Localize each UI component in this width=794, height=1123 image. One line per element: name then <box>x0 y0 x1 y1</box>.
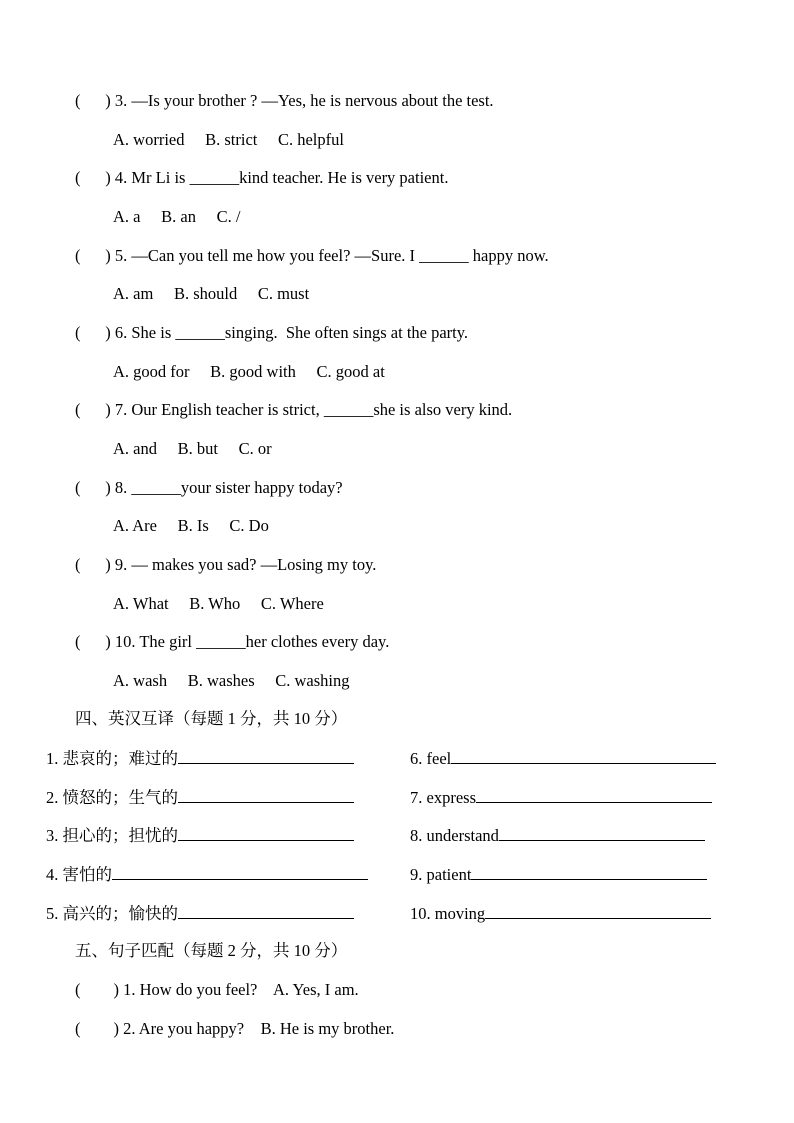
translation-item-9 <box>410 864 707 885</box>
translation-prompt: 7. express <box>410 788 476 807</box>
question-9-stem: ( ) 9. — makes you sad? —Losing my toy. <box>75 555 377 574</box>
translation-item-2 <box>46 787 354 808</box>
answer-blank[interactable] <box>499 825 705 841</box>
question-6-options: A. good for B. good with C. good at <box>113 362 385 381</box>
answer-blank[interactable] <box>471 864 707 880</box>
translation-prompt: 10. moving <box>410 904 486 923</box>
question-9-options: A. What B. Who C. Where <box>113 594 324 613</box>
translation-item-7 <box>410 787 712 808</box>
question-5-options: A. am B. should C. must <box>113 284 310 303</box>
translation-item-5 <box>46 903 354 924</box>
section-4-heading: 四、英汉互译（每题 1 分，共 10 分） <box>75 709 348 728</box>
translation-item-10 <box>410 903 711 924</box>
answer-blank[interactable] <box>178 903 354 919</box>
answer-blank[interactable] <box>451 748 716 764</box>
translation-item-1 <box>46 748 354 769</box>
matching-item-1: ( ) 1. How do you feel? A. Yes, I am. <box>75 980 359 999</box>
matching-item-2: ( ) 2. Are you happy? B. He is my brother. <box>75 1019 395 1038</box>
answer-blank[interactable] <box>178 748 354 764</box>
translation-item-8 <box>410 825 705 846</box>
answer-blank[interactable] <box>178 787 354 803</box>
section-5-heading: 五、句子匹配（每题 2 分，共 10 分） <box>75 941 348 960</box>
answer-blank[interactable] <box>476 787 712 803</box>
translation-item-6 <box>410 748 716 769</box>
question-3-options: A. worried B. strict C. helpful <box>113 130 344 149</box>
translation-prompt: 9. patient <box>410 865 472 884</box>
translation-item-4 <box>46 864 368 885</box>
translation-prompt: 5. 高兴的；愉快的 <box>46 904 178 923</box>
translation-prompt: 8. understand <box>410 826 499 845</box>
question-5-stem: ( ) 5. —Can you tell me how you feel? —Sure. I ______ happy now. <box>75 246 549 265</box>
translation-prompt: 3. 担心的；担忧的 <box>46 826 178 845</box>
question-7-stem: ( ) 7. Our English teacher is strict, ______she is also very kind. <box>75 400 513 419</box>
question-10-options: A. wash B. washes C. washing <box>113 671 350 690</box>
question-8-stem: ( ) 8. ______your sister happy today? <box>75 478 343 497</box>
answer-blank[interactable] <box>112 864 368 880</box>
translation-prompt: 1. 悲哀的；难过的 <box>46 749 178 768</box>
question-4-options: A. a B. an C. / <box>113 207 241 226</box>
translation-prompt: 2. 愤怒的；生气的 <box>46 788 178 807</box>
translation-prompt: 6. feel <box>410 749 452 768</box>
question-3-stem: ( ) 3. —Is your brother ? —Yes, he is nervous about the test. <box>75 91 494 110</box>
question-6-stem: ( ) 6. She is ______singing. She often sings at the party. <box>75 323 469 342</box>
question-8-options: A. Are B. Is C. Do <box>113 516 269 535</box>
question-4-stem: ( ) 4. Mr Li is ______kind teacher. He is very patient. <box>75 168 449 187</box>
answer-blank[interactable] <box>485 903 711 919</box>
question-7-options: A. and B. but C. or <box>113 439 272 458</box>
translation-item-3 <box>46 825 354 846</box>
question-10-stem: ( ) 10. The girl ______her clothes every day. <box>75 632 390 651</box>
translation-prompt: 4. 害怕的 <box>46 865 112 884</box>
answer-blank[interactable] <box>178 825 354 841</box>
